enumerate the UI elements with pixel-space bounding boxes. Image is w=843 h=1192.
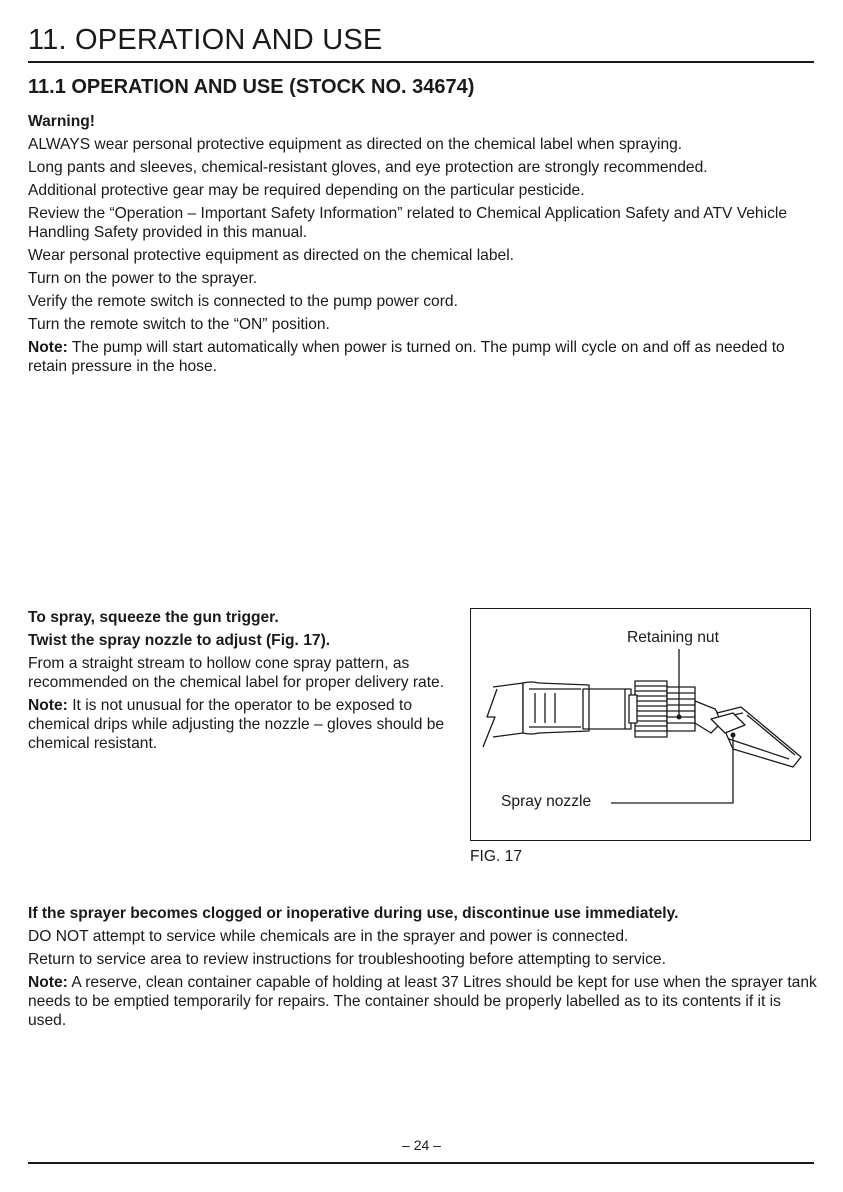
note-label: Note: [28, 697, 68, 714]
clog-paragraph: DO NOT attempt to service while chemicals are in the sprayer and power is connected. [28, 928, 629, 945]
intro-paragraph: Long pants and sleeves, chemical-resistant gloves, and eye protection are strongly recommended. [28, 159, 708, 176]
note-text: The pump will start automatically when power is turned on. The pump will cycle on and off as needed to retain pressure in the hose. [28, 339, 785, 375]
note-text: It is not unusual for the operator to be exposed to chemical drips while adjusting the nozzle – gloves should be chemical resistant. [28, 697, 445, 752]
note-text: A reserve, clean container capable of holding at least 37 Litres should be kept for use when the sprayer tank needs to be emptied temporarily for repairs. The container should be properly labelled as to its contents if it is used. [28, 974, 817, 1029]
spray-paragraph: From a straight stream to hollow cone spray pattern, as recommended on the chemical label for proper delivery rate. [28, 655, 445, 691]
spray-note [28, 696, 458, 753]
intro-note [28, 338, 818, 376]
spray-nozzle-label: Spray nozzle [501, 793, 592, 810]
intro-paragraph: Review the “Operation – Important Safety Information” related to Chemical Application Safety and ATV Vehicle Handling Safety provided in this manual. [28, 205, 788, 241]
intro-paragraph: Wear personal protective equipment as directed on the chemical label. [28, 247, 514, 264]
spray-heading: To spray, squeeze the gun trigger. [28, 609, 279, 626]
warning-heading: Warning! [28, 113, 95, 130]
spray-nozzle-leader [611, 735, 733, 803]
page-title: 11. OPERATION AND USE [28, 24, 383, 56]
figure-17 [470, 608, 811, 841]
footer-divider [28, 1162, 814, 1164]
figure-caption: FIG. 17 [470, 848, 522, 865]
intro-paragraph: Turn the remote switch to the “ON” position. [28, 316, 330, 333]
section-title: 11.1 OPERATION AND USE (STOCK NO. 34674) [28, 76, 475, 98]
intro-paragraph: Verify the remote switch is connected to the pump power cord. [28, 293, 458, 310]
adjust-heading: Twist the spray nozzle to adjust (Fig. 17). [28, 632, 331, 649]
intro-section [28, 112, 818, 376]
intro-paragraph: Additional protective gear may be required depending on the particular pesticide. [28, 182, 585, 199]
intro-paragraph: ALWAYS wear personal protective equipment as directed on the chemical label when spraying. [28, 136, 683, 153]
intro-paragraph: Turn on the power to the sprayer. [28, 270, 258, 287]
spray-section [28, 608, 458, 753]
page-number: – 24 – [402, 1137, 441, 1153]
note-label: Note: [28, 974, 68, 991]
title-divider [28, 61, 814, 63]
retaining-nut-label: Retaining nut [627, 629, 719, 646]
clog-paragraph: Return to service area to review instructions for troubleshooting before attempting to service. [28, 951, 666, 968]
clog-section [28, 904, 818, 1030]
note-label: Note: [28, 339, 68, 356]
clog-heading: If the sprayer becomes clogged or inoperative during use, discontinue use immediately. [28, 905, 679, 922]
clog-note [28, 973, 818, 1030]
